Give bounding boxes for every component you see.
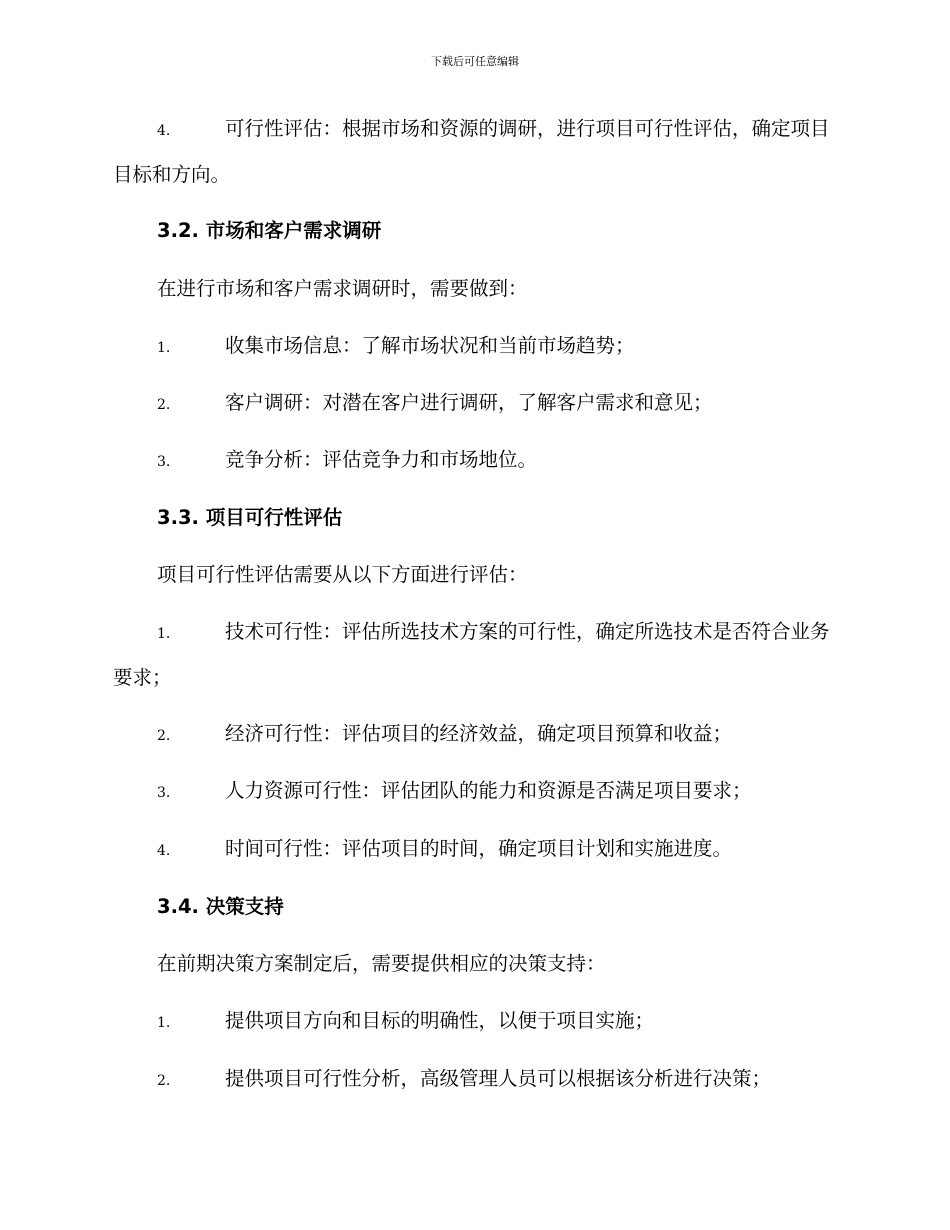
list-item-text: 竞争分析：评估竞争力和市场地位。 bbox=[225, 448, 538, 471]
list-item-number: 2. bbox=[157, 1073, 171, 1089]
section-intro-3-4: 在前期决策方案制定后，需要提供相应的决策支持： bbox=[157, 952, 606, 975]
section-intro-3-3: 项目可行性评估需要从以下方面进行评估： bbox=[157, 563, 528, 586]
list-item bbox=[113, 827, 838, 873]
section-heading-3-4: 3.4. 决策支持 bbox=[157, 895, 284, 918]
list-item-text: 技术可行性：评估所选技术方案的可行性，确定所选技术是否符合业务要求； bbox=[113, 620, 830, 689]
list-item bbox=[113, 324, 838, 370]
list-item-number: 3. bbox=[157, 454, 171, 470]
list-item-number: 1. bbox=[157, 626, 171, 642]
list-item-number: 4. bbox=[157, 123, 171, 139]
section-intro-3-2: 在进行市场和客户需求调研时，需要做到： bbox=[157, 277, 528, 300]
list-item-number: 2. bbox=[157, 397, 171, 413]
list-item bbox=[113, 381, 838, 427]
list-item bbox=[113, 769, 838, 815]
list-item-number: 3. bbox=[157, 785, 171, 801]
page-header: 下载后可任意编辑 bbox=[431, 55, 519, 68]
list-item bbox=[113, 438, 838, 484]
list-item bbox=[113, 999, 838, 1045]
list-item-text: 提供项目方向和目标的明确性，以便于项目实施； bbox=[225, 1009, 655, 1032]
list-item-number: 1. bbox=[157, 340, 171, 356]
list-item-text: 人力资源可行性：评估团队的能力和资源是否满足项目要求； bbox=[225, 779, 752, 802]
list-item-text: 可行性评估：根据市场和资源的调研，进行项目可行性评估，确定项目目标和方向。 bbox=[113, 117, 830, 186]
list-item bbox=[113, 610, 838, 700]
list-item-text: 提供项目可行性分析，高级管理人员可以根据该分析进行决策； bbox=[225, 1067, 772, 1090]
list-item-text: 收集市场信息：了解市场状况和当前市场趋势； bbox=[225, 334, 635, 357]
list-item-text: 经济可行性：评估项目的经济效益，确定项目预算和收益； bbox=[225, 722, 733, 745]
list-item bbox=[113, 712, 838, 758]
section-heading-3-3: 3.3. 项目可行性评估 bbox=[157, 506, 343, 529]
list-item-number: 1. bbox=[157, 1015, 171, 1031]
section-heading-3-2: 3.2. 市场和客户需求调研 bbox=[157, 219, 382, 242]
list-item-text: 客户调研：对潜在客户进行调研，了解客户需求和意见； bbox=[225, 391, 713, 414]
list-item bbox=[113, 1057, 838, 1103]
list-item-text: 时间可行性：评估项目的时间，确定项目计划和实施进度。 bbox=[225, 837, 733, 860]
list-item bbox=[113, 107, 838, 197]
list-item-number: 4. bbox=[157, 843, 171, 859]
list-item-number: 2. bbox=[157, 728, 171, 744]
